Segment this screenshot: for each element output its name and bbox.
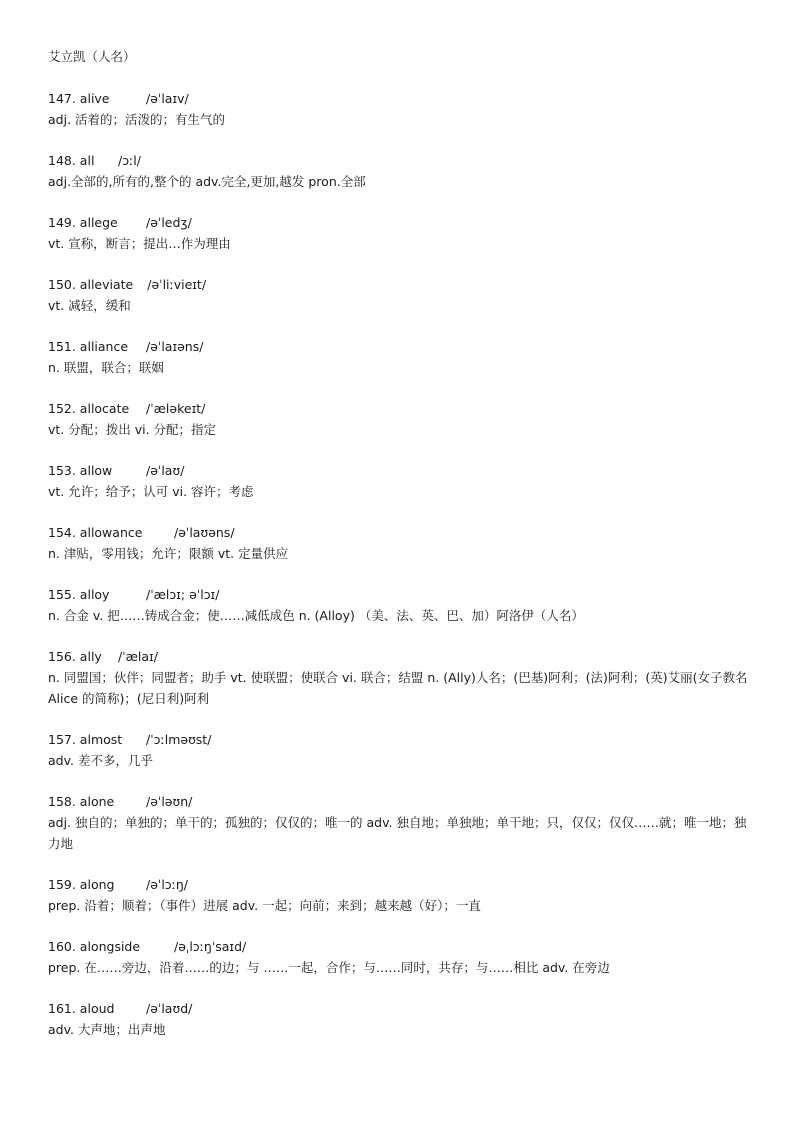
entry-definition: vt. 宣称，断言；提出…作为理由 (48, 236, 231, 251)
vocab-entry (48, 647, 748, 709)
entry-headline (48, 730, 748, 750)
entry-headline (48, 523, 748, 543)
entry-phonetic: /əˈlaʊd/ (146, 1001, 193, 1016)
vocabulary-list (48, 89, 748, 1040)
entry-headline (48, 337, 748, 357)
entry-word: 158. alone (48, 794, 115, 809)
entry-definition: vt. 减轻，缓和 (48, 298, 131, 313)
entry-phonetic: /əˌlɔːŋˈsaɪd/ (174, 939, 247, 954)
entry-phonetic: /əˈlaɪv/ (146, 91, 189, 106)
entry-word: 152. allocate (48, 401, 130, 416)
entry-definition: adj.全部的,所有的,整个的 adv.完全,更加,越发 pron.全部 (48, 174, 366, 189)
entry-headline (48, 151, 748, 171)
entry-word: 161. aloud (48, 1001, 115, 1016)
entry-definition: n. 合金 v. 把……铸成合金；使……减低成色 n. (Alloy) （美、法、英、巴、加）阿洛伊（人名） (48, 608, 584, 623)
entry-phonetic: /əˈlaɪəns/ (146, 339, 204, 354)
entry-definition: prep. 沿着；顺着；（事件）进展 adv. 一起；向前；来到；越来越（好）；一直 (48, 898, 481, 913)
entry-phonetic: /ˈæləkeɪt/ (146, 401, 206, 416)
entry-phonetic: /əˈledʒ/ (146, 215, 192, 230)
vocab-entry (48, 792, 748, 854)
entry-definition: n. 津贴，零用钱；允许；限额 vt. 定量供应 (48, 546, 289, 561)
entry-headline (48, 275, 748, 295)
entry-headline (48, 792, 748, 812)
entry-headline (48, 585, 748, 605)
entry-definition: adv. 差不多，几乎 (48, 753, 153, 768)
vocab-entry (48, 937, 748, 978)
entry-phonetic: /ˈælaɪ/ (118, 649, 158, 664)
vocab-entry (48, 730, 748, 771)
entry-definition: adj. 活着的；活泼的；有生气的 (48, 112, 226, 127)
entry-phonetic: /əˈlaʊ/ (146, 463, 185, 478)
entry-headline (48, 875, 748, 895)
entry-phonetic: /əˈlɔːŋ/ (146, 877, 189, 892)
entry-word: 155. alloy (48, 587, 110, 602)
entry-phonetic: /əˈləʊn/ (146, 794, 193, 809)
entry-word: 148. all (48, 153, 95, 168)
entry-definition: adv. 大声地；出声地 (48, 1022, 166, 1037)
entry-headline (48, 213, 748, 233)
entry-definition: prep. 在……旁边，沿着……的边；与 ……一起，合作；与……同时，共存；与……相比 adv. 在旁边 (48, 960, 610, 975)
entry-definition: vt. 允许；给予；认可 vi. 容许；考虑 (48, 484, 254, 499)
entry-phonetic: /ˈælɔɪ; əˈlɔɪ/ (146, 587, 220, 602)
entry-definition: adj. 独自的；单独的；单干的；孤独的；仅仅的；唯一的 adv. 独自地；单独地；单干地；只，仅仅；仅仅……就；唯一地；独力地 (48, 815, 747, 851)
intro-line: 艾立凯（人名） (48, 49, 136, 64)
entry-definition: n. 同盟国；伙伴；同盟者；助手 vt. 使联盟；使联合 vi. 联合；结盟 n. (Ally)人名；(巴基)阿利；(法)阿利；(英)艾丽(女子教名 Alice 的简称)；(尼日利)阿利 (48, 670, 748, 706)
document-page (48, 47, 748, 1061)
entry-headline (48, 999, 748, 1019)
entry-word: 153. allow (48, 463, 113, 478)
vocab-entry (48, 337, 748, 378)
entry-headline (48, 647, 748, 667)
entry-headline (48, 89, 748, 109)
vocab-entry (48, 461, 748, 502)
vocab-entry (48, 523, 748, 564)
entry-word: 157. almost (48, 732, 123, 747)
entry-definition: n. 联盟，联合；联姻 (48, 360, 164, 375)
entry-phonetic: /ˈɔːlməʊst/ (146, 732, 212, 747)
entry-headline (48, 937, 748, 957)
entry-headline (48, 399, 748, 419)
vocab-entry (48, 875, 748, 916)
vocab-entry (48, 399, 748, 440)
vocab-entry (48, 213, 748, 254)
entry-phonetic: /ɔːl/ (118, 153, 141, 168)
entry-headline (48, 461, 748, 481)
entry-word: 156. ally (48, 649, 102, 664)
entry-word: 160. alongside (48, 939, 141, 954)
entry-phonetic: /əˈliːvieɪt/ (147, 277, 207, 292)
entry-definition: vt. 分配；拨出 vi. 分配；指定 (48, 422, 217, 437)
entry-word: 150. alleviate (48, 277, 134, 292)
entry-word: 149. allege (48, 215, 118, 230)
entry-word: 151. alliance (48, 339, 129, 354)
entry-word: 159. along (48, 877, 115, 892)
vocab-entry (48, 151, 748, 192)
entry-word: 154. allowance (48, 525, 143, 540)
vocab-entry (48, 89, 748, 130)
entry-word: 147. alive (48, 91, 110, 106)
vocab-entry (48, 275, 748, 316)
entry-phonetic: /əˈlaʊəns/ (174, 525, 235, 540)
vocab-entry (48, 585, 748, 626)
vocab-entry (48, 999, 748, 1040)
